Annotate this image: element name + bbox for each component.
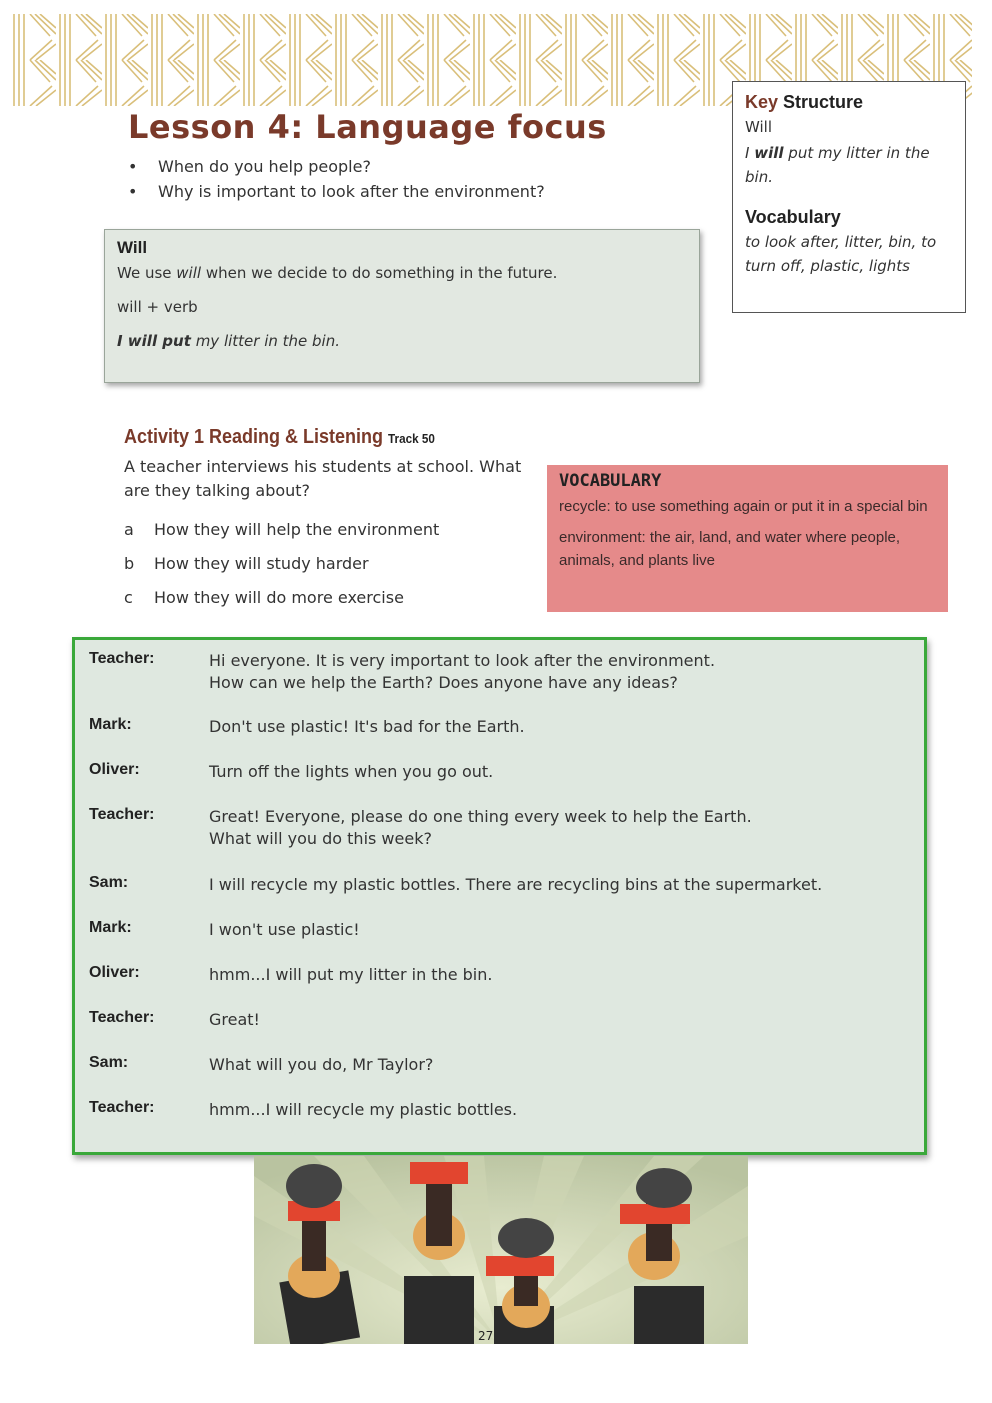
key-structure-heading bbox=[745, 92, 953, 113]
dialogue-line bbox=[209, 650, 715, 694]
activity-title-text: Activity 1 Reading & Listening bbox=[124, 426, 384, 448]
dialogue-line: hmm...I will put my litter in the bin. bbox=[209, 965, 493, 984]
structure-word: Structure bbox=[783, 92, 864, 112]
speaker-name: Teacher: bbox=[89, 1099, 155, 1116]
key-structure-box bbox=[732, 81, 966, 313]
key-word: Key bbox=[745, 92, 779, 112]
speaker-name: Mark: bbox=[89, 919, 132, 936]
will-example-bold: I will put bbox=[117, 332, 191, 350]
example-prefix: I bbox=[745, 144, 750, 162]
dialogue-row bbox=[89, 1054, 909, 1076]
dialogue-line: What will you do, Mr Taylor? bbox=[209, 1055, 434, 1074]
will-box-title: Will bbox=[117, 238, 148, 257]
dialogue-line: Don't use plastic! It's bad for the Earth. bbox=[209, 717, 525, 736]
line-text: What will you do this week? bbox=[209, 829, 432, 848]
page-number: 27 bbox=[478, 1329, 494, 1343]
rule-will: will bbox=[176, 264, 202, 282]
dialogue-line: Turn off the lights when you go out. bbox=[209, 762, 494, 781]
vocab-entry-recycle: recycle: to use something again or put it in a special bin bbox=[559, 498, 928, 515]
microphones-illustration bbox=[254, 1156, 748, 1344]
activity-section bbox=[124, 426, 524, 615]
dialogue-line: I will recycle my plastic bottles. There are recycling bins at the supermarket. bbox=[209, 875, 823, 894]
activity-description: A teacher interviews his students at school. What are they talking about? bbox=[124, 457, 522, 500]
dialogue-row bbox=[89, 761, 909, 783]
speaker-name: Sam: bbox=[89, 874, 129, 891]
rule-part: when we decide to do something in the future. bbox=[205, 264, 558, 282]
track-number: Track 50 bbox=[388, 431, 435, 446]
example-rest: put my litter in the bin. bbox=[745, 144, 930, 186]
dialogue-row bbox=[89, 650, 909, 694]
line-text: Great! Everyone, please do one thing every week to help the Earth. bbox=[209, 807, 752, 826]
activity-title bbox=[124, 426, 484, 449]
example-bold: will bbox=[754, 144, 784, 162]
speaker-name: Teacher: bbox=[89, 806, 155, 823]
will-formula: will + verb bbox=[117, 298, 198, 316]
lesson-title: Lesson 4: Language focus bbox=[128, 108, 607, 146]
option-text: How they will study harder bbox=[154, 554, 369, 573]
option-letter: b bbox=[124, 554, 135, 573]
lesson-questions bbox=[128, 154, 545, 204]
dialogue-line: hmm...I will recycle my plastic bottles. bbox=[209, 1100, 518, 1119]
speaker-name: Sam: bbox=[89, 1054, 129, 1071]
option-text: How they will help the environment bbox=[154, 520, 440, 539]
question-item: • When do you help people? bbox=[128, 154, 545, 179]
dialogue-row bbox=[89, 874, 909, 896]
speaker-name: Teacher: bbox=[89, 650, 155, 667]
dialogue-row bbox=[89, 1099, 909, 1121]
dialogue-box bbox=[72, 637, 927, 1155]
option-c bbox=[124, 581, 524, 615]
option-b bbox=[124, 547, 524, 581]
vocabulary-box bbox=[547, 465, 948, 612]
speaker-name: Mark: bbox=[89, 716, 132, 733]
vocabulary-list: to look after, litter, bin, to turn off, plastic, lights bbox=[745, 233, 937, 275]
will-grammar-box bbox=[104, 229, 700, 383]
line-text: How can we help the Earth? Does anyone have any ideas? bbox=[209, 673, 678, 692]
vocabulary-box-title: VOCABULARY bbox=[559, 471, 662, 491]
dialogue-line: Great! bbox=[209, 1010, 260, 1029]
activity-options bbox=[124, 513, 524, 615]
question-item: • Why is important to look after the environment? bbox=[128, 179, 545, 204]
vocab-entry-environment: environment: the air, land, and water where people, animals, and plants live bbox=[559, 529, 901, 569]
dialogue-row bbox=[89, 919, 909, 941]
will-example bbox=[117, 330, 687, 352]
dialogue-row bbox=[89, 1009, 909, 1031]
structure-name: Will bbox=[745, 118, 773, 136]
speaker-name: Oliver: bbox=[89, 964, 140, 981]
will-example-rest: my litter in the bin. bbox=[195, 332, 340, 350]
will-rule bbox=[117, 262, 687, 284]
dialogue-row bbox=[89, 806, 909, 850]
vocabulary-heading: Vocabulary bbox=[745, 207, 841, 227]
structure-example bbox=[745, 141, 953, 189]
dialogue-line: I won't use plastic! bbox=[209, 920, 360, 939]
option-letter: a bbox=[124, 520, 134, 539]
dialogue-row bbox=[89, 964, 909, 986]
dialogue-line bbox=[209, 806, 752, 850]
option-text: How they will do more exercise bbox=[154, 588, 404, 607]
option-letter: c bbox=[124, 588, 133, 607]
dialogue-row bbox=[89, 716, 909, 738]
speaker-name: Teacher: bbox=[89, 1009, 155, 1026]
line-text: Hi everyone. It is very important to look after the environment. bbox=[209, 651, 716, 670]
speaker-name: Oliver: bbox=[89, 761, 140, 778]
option-a bbox=[124, 513, 524, 547]
rule-part: We use bbox=[117, 264, 172, 282]
